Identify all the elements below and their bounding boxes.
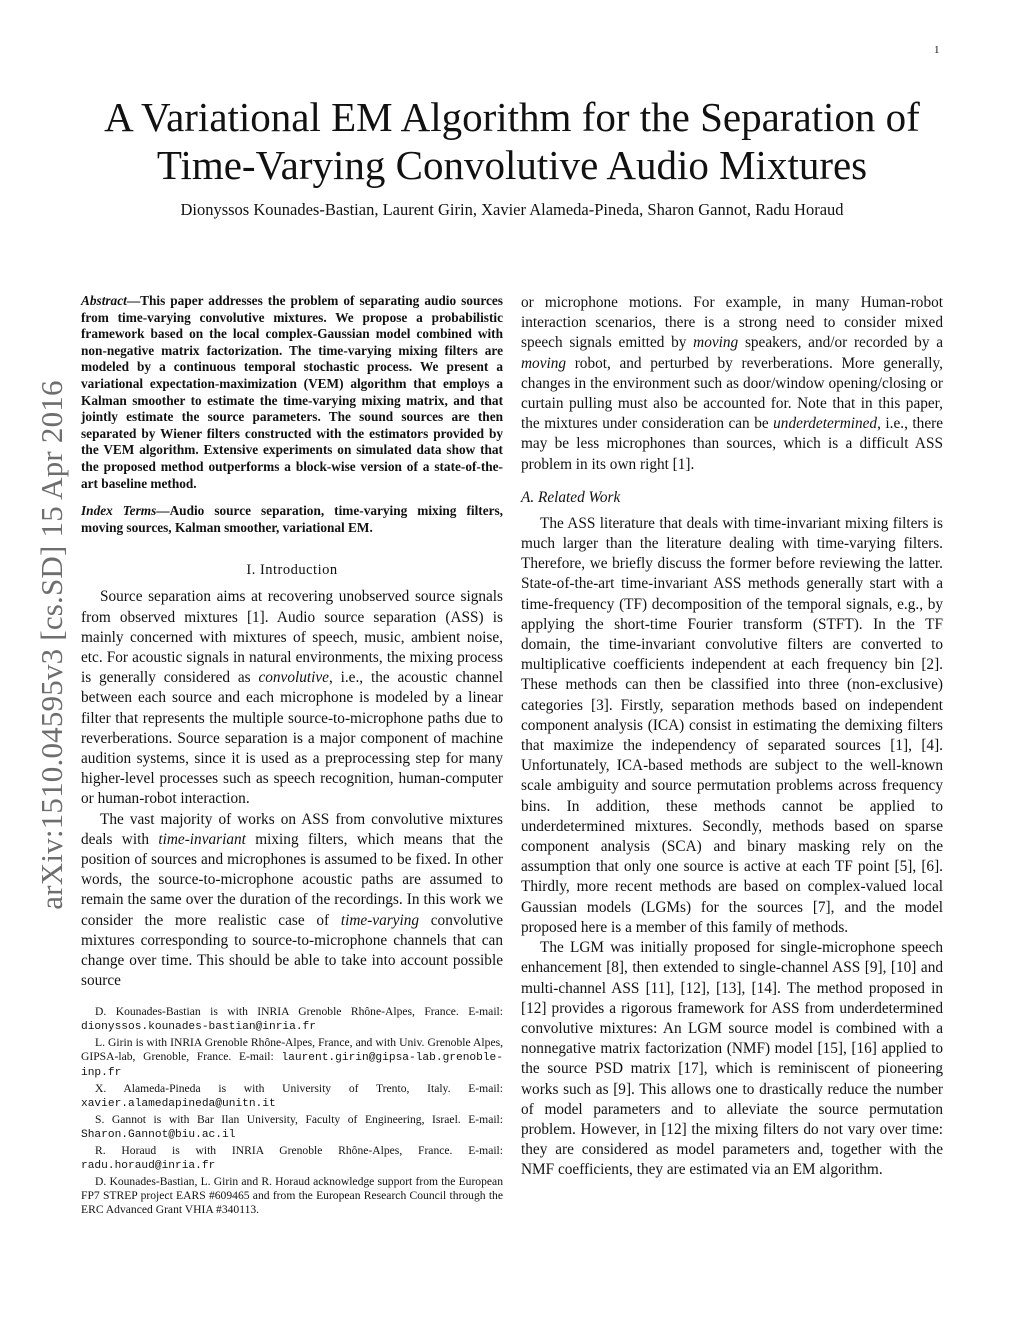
emphasis: time-varying — [340, 911, 420, 929]
text-run: robot, and perturbed by reverberations. More generally, changes in the environment such as door/window opening/closing or curtain pulling must also be accounted for. Note that in this paper, the mixtures under consideration can be — [521, 354, 943, 433]
footnote-text: S. Gannot is with Bar Ilan University, Faculty of Engineering, Israel. E-mail: — [95, 1113, 503, 1127]
text-run: The vast majority of works on ASS from convolutive mixtures deals with — [81, 810, 503, 848]
text-run: speakers, and/or recorded by a — [738, 334, 943, 352]
abstract-text: —This paper addresses the problem of separating audio sources from time-varying convolutive mixtures. We propose a probabilistic framework based on the local complex-Gaussian model combined with non-negative matrix factorization. The time-varying mixing filters are modeled by a continuous temporal stochastic process. We present a variational expectation-maximization (VEM) algorithm that employs a Kalman smoother to estimate the time-varying mixing matrix, and that jointly estimate the source parameters. The sound sources are then separated by Wiener filters constructed with the estimators provided by the VEM algorithm. Extensive experiments on simulated data show that the proposed method outperforms a block-wise version of a state-of-the-art baseline method. — [81, 293, 503, 491]
text-run: Source separation aims at recovering unobserved source signals from observed mixtures [1]. Audio source separation (ASS) is mainly concerned with mixtures of speech, music, ambient noise, etc. For acoustic signals in natural environments, the mixing process is generally considered as — [81, 588, 503, 687]
footnote-6: D. Kounades-Bastian, L. Girin and R. Horaud acknowledge support from the European FP7 STREP project EARS #609465 and from the European Research Council through the ERC Advanced Grant VHIA #340113. — [81, 1175, 503, 1217]
footnote-5 — [81, 1144, 503, 1173]
email-link[interactable]: radu.horaud@inria.fr — [81, 1160, 216, 1173]
emphasis: moving — [521, 354, 567, 372]
abstract-label: Abstract — [81, 293, 127, 308]
related-work-paragraph-1: The ASS literature that deals with time-invariant mixing filters is much larger than the literature dealing with time-varying filters. Therefore, we briefly discuss the former before reviewing the latter. State-of-the-art time-invariant ASS methods generally start with a time-frequency (TF) decomposition of the temporal signals, e.g., by applying the short-time Fourier transform (STFT). In the TF domain, the time-invariant convolutive filters are converted to multiplicative coefficients independent at each frequency bin [2]. These methods can then be classified into three (non-exclusive) categories [3]. Firstly, separation methods based on independent component analysis (ICA) consist in estimating the demixing filters that maximize the independency of separated sources [1], [4]. Unfortunately, ICA-based methods are subject to the well-known scale ambiguity and source permutation problems across frequency bins. In addition, these methods cannot be applied to underdetermined mixtures. Secondly, methods based on sparse component analysis (SCA) and binary masking rely on the assumption that only one source is active at each TF point [5], [6]. Thirdly, more recent methods are based on complex-valued local Gaussian models (LGMs) for the sources [7], and the model proposed here is a member of this family of methods. — [521, 514, 943, 936]
text-run: convolutive mixtures corresponding to source-to-microphone channels that can change over time. This should be able to take into account possible source — [81, 911, 503, 990]
intro-paragraph-2 — [81, 810, 503, 992]
left-column — [81, 293, 503, 1219]
footnote-2 — [81, 1036, 503, 1080]
email-link[interactable]: laurent.girin@gipsa-lab.grenoble-inp.fr — [81, 1052, 503, 1080]
intro-paragraph-1 — [81, 587, 503, 809]
title-line-1: A Variational EM Algorithm for the Separation of — [104, 94, 920, 140]
footnote-3 — [81, 1082, 503, 1111]
email-link[interactable]: Sharon.Gannot@biu.ac.il — [81, 1129, 236, 1142]
text-run: , i.e., the acoustic channel between each source and each microphone is modeled by a linear filter that represents the multiple source-to-microphone paths due to reverberations. Source separation is a major component of machine audition systems, since it is used as a preprocessing step for many higher-level processes such as speech recognition, human-computer or human-robot interaction. — [81, 669, 503, 808]
related-work-paragraph-2: The LGM was initially proposed for single-microphone speech enhancement [8], then extended to single-channel ASS [9], [10] and multi-channel ASS [11], [12], [13], [14]. The method proposed in [12] provides a rigorous framework for ASS from underdetermined convolutive mixtures: An LGM source model is combined with a nonnegative matrix factorization (NMF) model [15], [16] applied to the source PSD matrix [17], which is reminiscent of pioneering works such as [9]. This allows one to drastically reduce the number of model parameters and to alleviate the source permutation problem. However, in [12] the mixing filters do not vary over time: they are considered as model parameters and, together with the NMF coefficients, they are estimated via an EM algorithm. — [521, 939, 943, 1179]
footnote-text: X. Alameda-Pineda is with University of Trento, Italy. E-mail: — [95, 1082, 503, 1096]
right-column — [521, 293, 943, 1181]
text-run: or microphone motions. For example, in many Human-robot interaction scenarios, there is a strong need to consider mixed speech signals emitted by — [521, 294, 943, 352]
emphasis: time-invariant — [158, 830, 246, 848]
intro-paragraph-continued — [521, 293, 943, 475]
footnote-text: R. Horaud is with INRIA Grenoble Rhône-Alpes, France. E-mail: — [95, 1144, 503, 1158]
author-list: Dionyssos Kounades-Bastian, Laurent Girin, Xavier Alameda-Pineda, Sharon Gannot, Radu Horaud — [180, 200, 844, 219]
email-link[interactable]: xavier.alamedapineda@unitn.it — [81, 1098, 276, 1111]
abstract — [81, 293, 503, 492]
subsection-heading-related-work: A. Related Work — [521, 488, 621, 506]
page-number: 1 — [934, 44, 940, 56]
title-line-2: Time-Varying Convolutive Audio Mixtures — [156, 142, 868, 188]
footnote-text: L. Girin is with INRIA Grenoble Rhône-Alpes, France, and with Univ. Grenoble Alpes, GIPSA-lab, Grenoble, France. E-mail: — [81, 1036, 503, 1064]
emphasis: underdetermined — [773, 415, 878, 433]
emphasis: moving — [693, 334, 739, 352]
email-link[interactable]: dionyssos.kounades-bastian@inria.fr — [81, 1021, 316, 1034]
index-terms-label: Index Terms — [81, 503, 157, 519]
section-heading-introduction: I. Introduction — [246, 562, 338, 579]
text-run: , i.e., there may be less microphones than sources, which is a difficult ASS problem in its own right [1]. — [521, 415, 943, 473]
emphasis: convolutive — [258, 669, 329, 687]
paper-title — [80, 93, 944, 189]
arxiv-stamp: arXiv:1510.04595v3 [cs.SD] 15 Apr 2016 — [34, 380, 69, 910]
text-run: mixing filters, which means that the position of sources and microphones is assumed to be fixed. In other words, the source-to-microphone acoustic paths are assumed to remain the same over the duration of the recordings. In this work we consider the more realistic case of — [81, 830, 503, 929]
index-terms-text: —Audio source separation, time-varying mixing filters, moving sources, Kalman smoother, variational EM. — [81, 503, 503, 535]
footnotes — [81, 1005, 503, 1217]
footnote-4 — [81, 1113, 503, 1142]
footnote-text: D. Kounades-Bastian is with INRIA Grenoble Rhône-Alpes, France. E-mail: — [95, 1005, 503, 1019]
index-terms — [81, 503, 503, 536]
footnote-1 — [81, 1005, 503, 1034]
